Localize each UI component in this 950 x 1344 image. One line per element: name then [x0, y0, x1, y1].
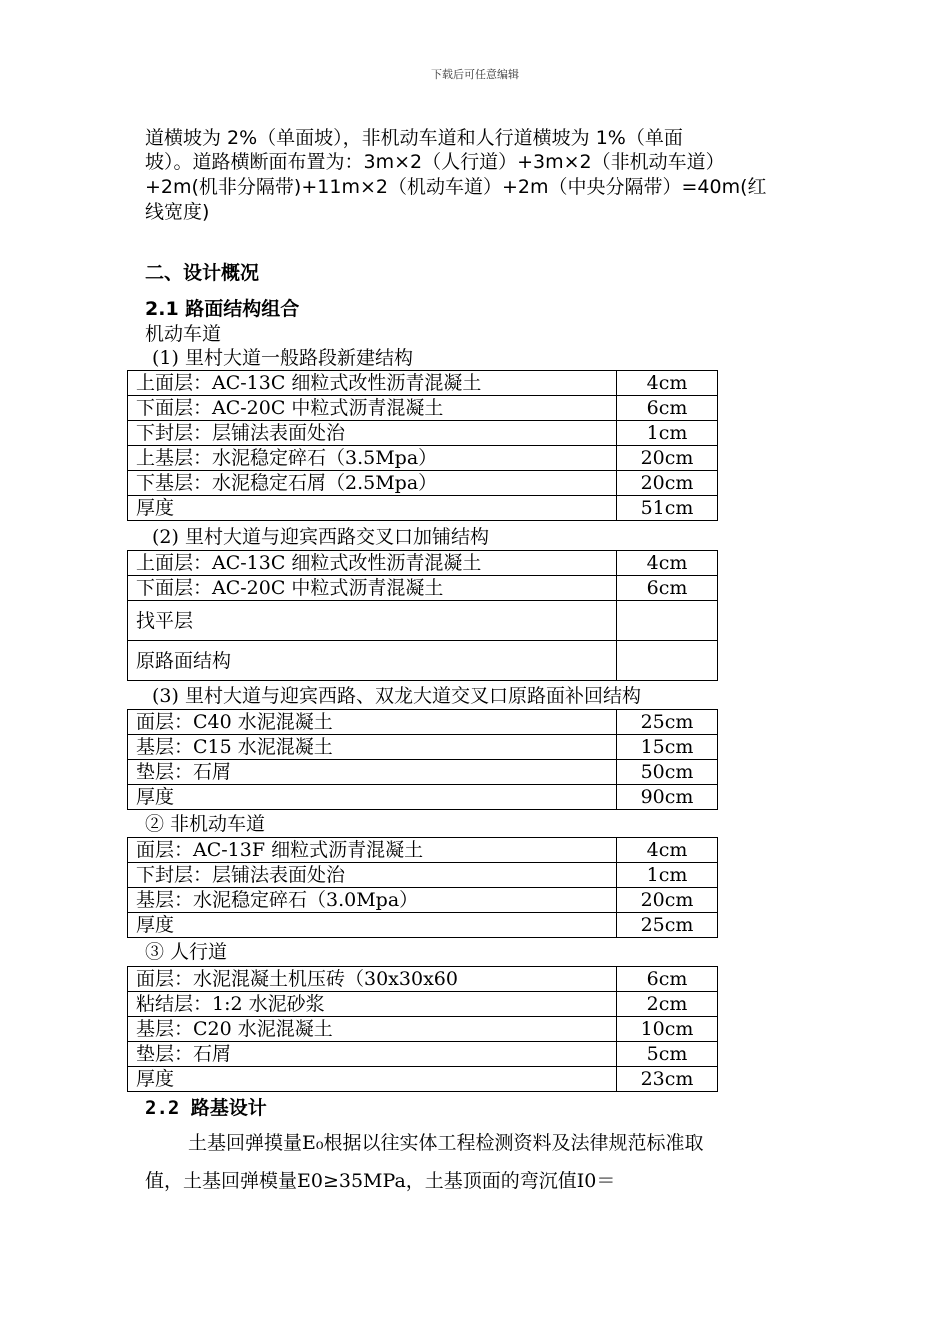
- table-row: [128, 641, 718, 681]
- subsection-title: 2.1 路面结构组合: [145, 298, 300, 320]
- table-row: [128, 496, 718, 521]
- intro-line: +2m(机非分隔带)+11m×2（机动车道）+2m（中央分隔带）=40m(红: [145, 176, 767, 198]
- table-row: [128, 710, 718, 735]
- layer-cell: 垫层：石屑: [128, 760, 617, 785]
- layer-cell: 面层：AC-13F 细粒式沥青混凝土: [128, 838, 617, 863]
- thickness-cell: 25cm: [617, 913, 718, 938]
- layer-cell: 上基层：水泥稳定碎石（3.5Mpa）: [128, 446, 617, 471]
- table-row: [128, 735, 718, 760]
- layer-cell: 面层：水泥混凝土机压砖（30x30x60: [128, 967, 617, 992]
- layer-cell: 厚度: [128, 785, 617, 810]
- thickness-cell: 90cm: [617, 785, 718, 810]
- thickness-cell: 1cm: [617, 421, 718, 446]
- table-row: [128, 551, 718, 576]
- thickness-cell: 4cm: [617, 371, 718, 396]
- table-caption: (3) 里村大道与迎宾西路、双龙大道交叉口原路面补回结构: [152, 685, 641, 707]
- intro-line: 坡）。道路横断面布置为：3m×2（人行道）+3m×2（非机动车道）: [145, 151, 725, 173]
- layer-cell: 下基层：水泥稳定石屑（2.5Mpa）: [128, 471, 617, 496]
- thickness-cell: 2cm: [617, 992, 718, 1017]
- thickness-cell: 10cm: [617, 1017, 718, 1042]
- table-row: [128, 1042, 718, 1067]
- thickness-cell: 20cm: [617, 446, 718, 471]
- table-row: [128, 967, 718, 992]
- layer-cell: 基层：C15 水泥混凝土: [128, 735, 617, 760]
- thickness-cell: 1cm: [617, 863, 718, 888]
- subgrade-title: 2.2 路基设计: [145, 1097, 267, 1119]
- layer-cell: 厚度: [128, 496, 617, 521]
- thickness-cell: 25cm: [617, 710, 718, 735]
- thickness-cell: 4cm: [617, 838, 718, 863]
- table-row: [128, 1017, 718, 1042]
- table-row: [128, 838, 718, 863]
- structure-table: [127, 966, 718, 1092]
- layer-cell: 原路面结构: [128, 641, 617, 681]
- table-caption: ③ 人行道: [145, 941, 228, 963]
- thickness-cell: 15cm: [617, 735, 718, 760]
- layer-cell: 下封层：层铺法表面处治: [128, 863, 617, 888]
- layer-cell: 厚度: [128, 913, 617, 938]
- thickness-cell: 6cm: [617, 967, 718, 992]
- thickness-cell: 51cm: [617, 496, 718, 521]
- layer-cell: 面层：C40 水泥混凝土: [128, 710, 617, 735]
- table-row: [128, 396, 718, 421]
- table-row: [128, 371, 718, 396]
- table-row: [128, 913, 718, 938]
- section-title: 二、设计概况: [145, 262, 260, 284]
- intro-line: 道横坡为 2%（单面坡），非机动车道和人行道横坡为 1%（单面: [145, 127, 683, 149]
- layer-cell: 基层：水泥稳定碎石（3.0Mpa）: [128, 888, 617, 913]
- layer-cell: 下面层：AC-20C 中粒式沥青混凝土: [128, 576, 617, 601]
- thickness-cell: [617, 601, 718, 641]
- thickness-cell: 6cm: [617, 396, 718, 421]
- thickness-cell: 20cm: [617, 471, 718, 496]
- thickness-cell: 20cm: [617, 888, 718, 913]
- structure-table: [127, 837, 718, 938]
- subgrade-paragraph-line: 土基回弹摸量E₀根据以往实体工程检测资料及法律规范标准取: [188, 1132, 704, 1154]
- table-row: [128, 471, 718, 496]
- thickness-cell: 4cm: [617, 551, 718, 576]
- table-row: [128, 421, 718, 446]
- table-row: [128, 992, 718, 1017]
- table-row: [128, 760, 718, 785]
- layer-cell: 下面层：AC-20C 中粒式沥青混凝土: [128, 396, 617, 421]
- table-row: [128, 576, 718, 601]
- table-row: [128, 1067, 718, 1092]
- thickness-cell: [617, 641, 718, 681]
- motor-lane-label: 机动车道: [145, 323, 222, 345]
- table-row: [128, 446, 718, 471]
- table-caption: ② 非机动车道: [145, 813, 266, 835]
- layer-cell: 垫层：石屑: [128, 1042, 617, 1067]
- table-row: [128, 601, 718, 641]
- structure-table: [127, 550, 718, 681]
- layer-cell: 上面层：AC-13C 细粒式改性沥青混凝土: [128, 551, 617, 576]
- structure-table: [127, 709, 718, 810]
- thickness-cell: 23cm: [617, 1067, 718, 1092]
- layer-cell: 厚度: [128, 1067, 617, 1092]
- intro-line: 线宽度): [145, 201, 210, 223]
- layer-cell: 粘结层：1:2 水泥砂浆: [128, 992, 617, 1017]
- thickness-cell: 6cm: [617, 576, 718, 601]
- table-caption: (2) 里村大道与迎宾西路交叉口加铺结构: [152, 526, 489, 548]
- table-row: [128, 785, 718, 810]
- structure-table: [127, 370, 718, 521]
- layer-cell: 下封层：层铺法表面处治: [128, 421, 617, 446]
- subgrade-paragraph-line: 值，土基回弹模量E0≥35MPa，土基顶面的弯沉值I0＝: [145, 1170, 616, 1192]
- layer-cell: 找平层: [128, 601, 617, 641]
- thickness-cell: 5cm: [617, 1042, 718, 1067]
- page-header: 下载后可任意编辑: [431, 68, 519, 81]
- table-row: [128, 888, 718, 913]
- thickness-cell: 50cm: [617, 760, 718, 785]
- table-caption: (1) 里村大道一般路段新建结构: [152, 347, 413, 369]
- table-row: [128, 863, 718, 888]
- layer-cell: 基层：C20 水泥混凝土: [128, 1017, 617, 1042]
- layer-cell: 上面层：AC-13C 细粒式改性沥青混凝土: [128, 371, 617, 396]
